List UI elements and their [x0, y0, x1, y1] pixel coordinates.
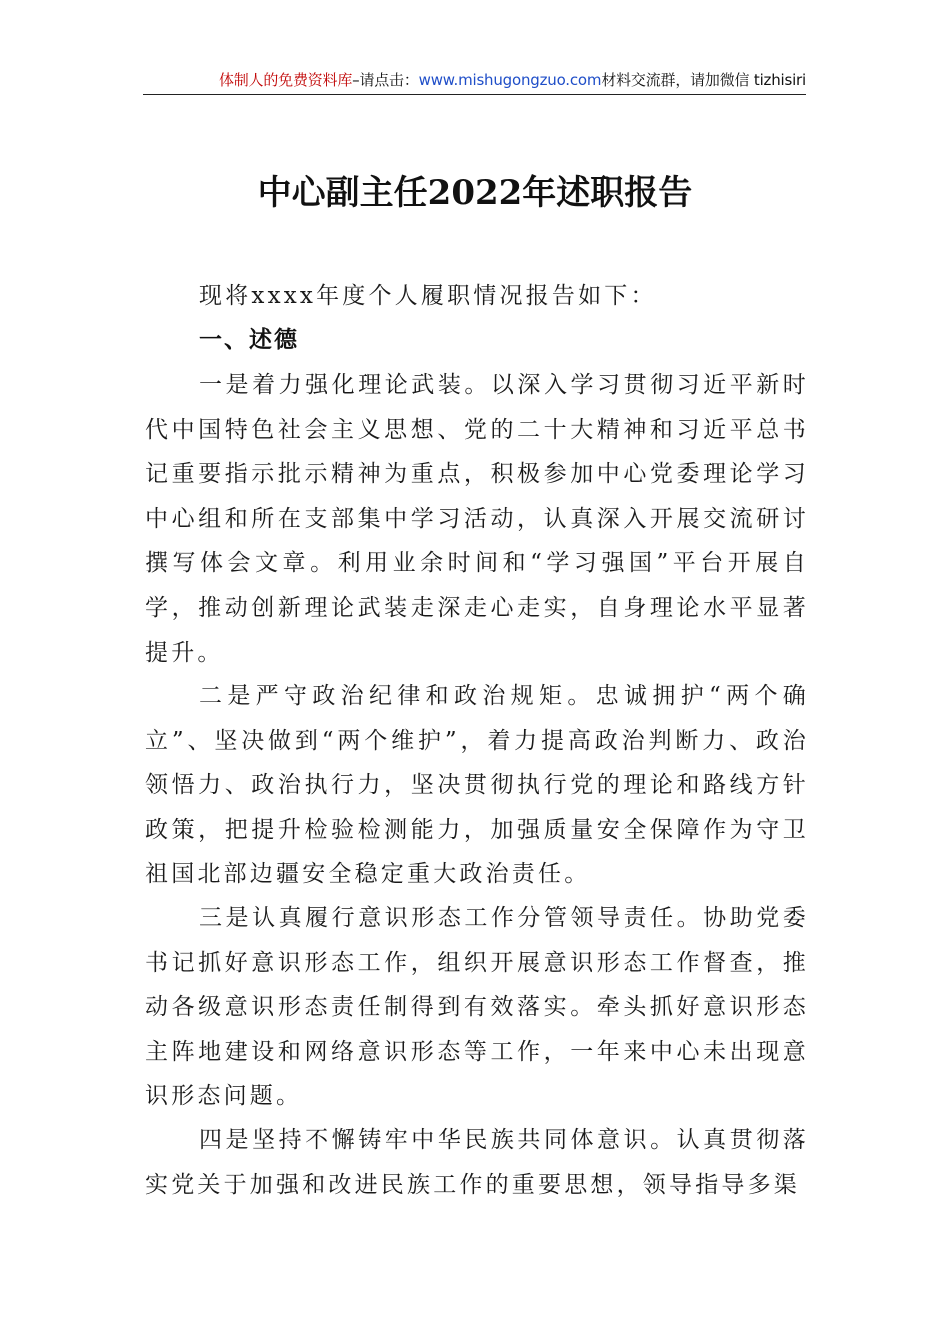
paragraph-4: 四是坚持不懈铸牢中华民族共同体意识。认真贯彻落实党关于加强和改进民族工作的重要思想，领导指导多渠 — [145, 1127, 809, 1198]
header-contact: 材料交流群，请加微信 tizhisiri — [601, 71, 806, 89]
header-link[interactable]: www.mishugongzuo.com — [418, 71, 602, 89]
paragraph-2: 二是严守政治纪律和政治规矩。忠诚拥护“两个确立”、坚决做到“两个维护”，着力提高政治判断力、政治领悟力、政治执行力，坚决贯彻执行党的理论和路线方针政策，把提升检验检测能力，加强质量安全保障作为守卫祖国北部边疆安全稳定重大政治责任。 — [145, 683, 809, 888]
paragraph-1: 一是着力强化理论武装。以深入学习贯彻习近平新时代中国特色社会主义思想、党的二十大精神和习近平总书记重要指示批示精神为重点，积极参加中心党委理论学习中心组和所在支部集中学习活动，认真深入开展交流研讨撰写体会文章。利用业余时间和“学习强国”平台开展自学，推动创新理论武装走深走心走实，自身理论水平显著提升。 — [145, 372, 809, 666]
intro-paragraph: 现将xxxx年度个人履职情况报告如下： — [199, 283, 657, 309]
header-brand: 体制人的免费资料库 — [218, 71, 353, 89]
section-heading: 一、述德 — [199, 327, 299, 353]
document-title: 中心副主任2022年述职报告 — [257, 173, 693, 213]
paragraph-3: 三是认真履行意识形态工作分管领导责任。协助党委书记抓好意识形态工作，组织开展意识形态工作督查，推动各级意识形态责任制得到有效落实。牵头抓好意识形态主阵地建设和网络意识形态等工作，一年来中心未出现意识形态问题。 — [145, 905, 809, 1110]
header-prompt: –请点击： — [352, 71, 419, 89]
page-header — [143, 66, 806, 95]
